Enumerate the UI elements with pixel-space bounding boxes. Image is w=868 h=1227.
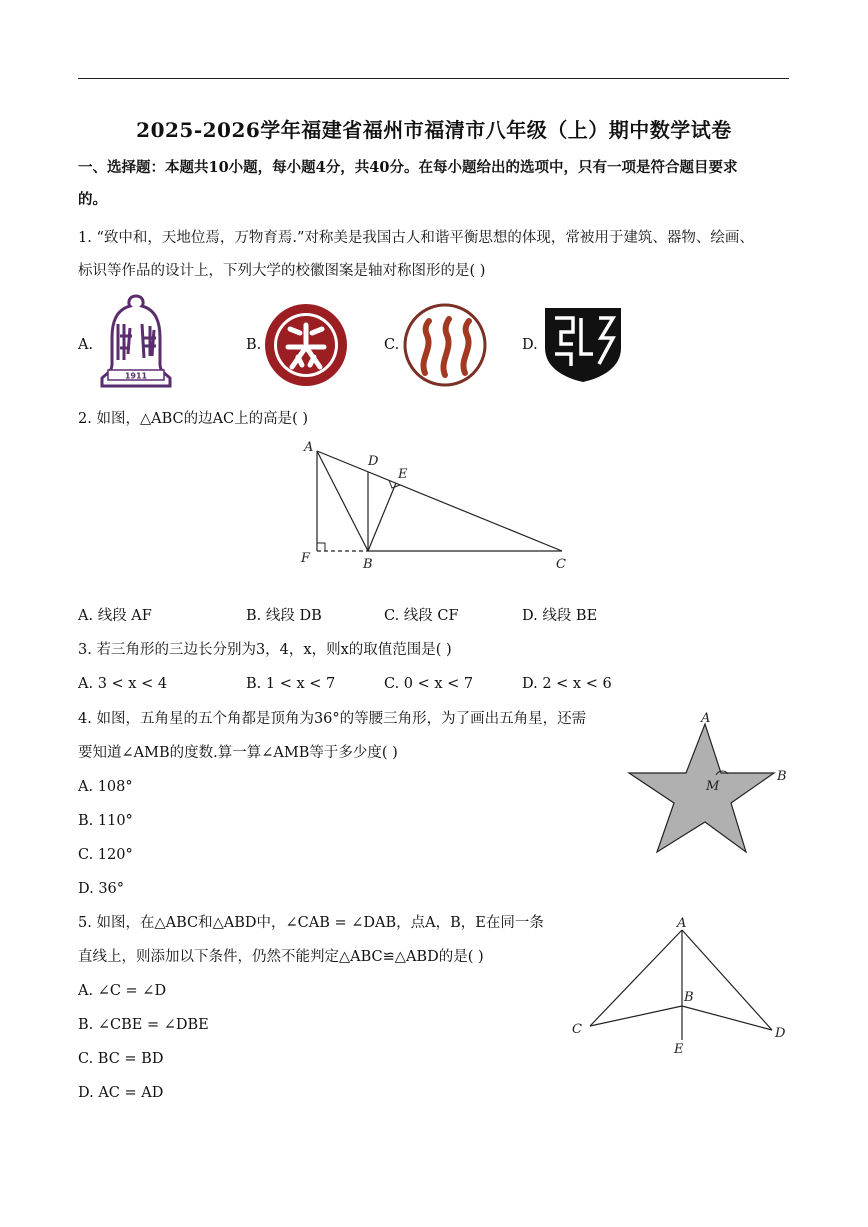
q2-option-a: A. 线段 AF xyxy=(78,608,152,624)
q5-label-c: C xyxy=(572,1022,582,1037)
q5-option-c: C. BC = BD xyxy=(78,1051,164,1067)
q5-option-b: B. ∠CBE = ∠DBE xyxy=(78,1017,209,1033)
logo-a-year: 1911 xyxy=(124,371,148,381)
q4-stem-line2: 要知道∠AMB的度数.算一算∠AMB等于多少度( ) xyxy=(78,745,398,761)
q4-label-a: A xyxy=(701,711,711,726)
q2-label-f: F xyxy=(301,551,311,566)
q4-label-b: B xyxy=(777,769,787,784)
q5-option-a: A. ∠C = ∠D xyxy=(78,983,167,999)
q4-star-figure xyxy=(624,708,794,858)
q4-option-a: A. 108° xyxy=(78,779,133,795)
q3-option-c: C. 0 < x < 7 xyxy=(384,676,474,692)
header-rule xyxy=(78,78,789,79)
q5-label-d: D xyxy=(775,1026,786,1041)
q3-option-d: D. 2 < x < 6 xyxy=(522,676,612,692)
q2-label-c: C xyxy=(556,557,566,572)
section-heading-line2: 的。 xyxy=(78,191,107,208)
q5-label-e: E xyxy=(674,1042,684,1057)
q5-stem-line2: 直线上，则添加以下条件，仍然不能判定△ABC≌△ABD的是( ) xyxy=(78,949,484,965)
q3-option-a: A. 3 < x < 4 xyxy=(78,676,168,692)
tsinghua-bell-logo-icon xyxy=(100,294,172,390)
q4-stem-line1: 4. 如图，五角星的五个角都是顶角为36°的等腰三角形，为了画出五角星，还需 xyxy=(78,711,587,727)
q4-option-b: B. 110° xyxy=(78,813,133,829)
peking-circle-logo-icon xyxy=(264,303,348,387)
q5-label-a: A xyxy=(677,916,687,931)
q2-stem: 2. 如图，△ABC的边AC上的高是( ) xyxy=(78,411,309,427)
q2-triangle-figure xyxy=(300,434,580,574)
renmin-circle-logo-icon xyxy=(403,303,487,387)
q5-triangles-figure xyxy=(566,912,796,1062)
q1-option-c: C. xyxy=(384,337,400,353)
q1-option-a: A. xyxy=(78,337,94,353)
q2-option-c: C. 线段 CF xyxy=(384,608,459,624)
page-title: 2025-2026学年福建省福州市福清市八年级（上）期中数学试卷 xyxy=(136,118,732,142)
q1-stem-line1: 1. “致中和，天地位焉，万物育焉.”对称美是我国古人和谐平衡思想的体现，常被用于建筑、器物、绘画、 xyxy=(78,230,754,246)
shield-logo-icon xyxy=(541,304,625,384)
q1-stem-line2: 标识等作品的设计上，下列大学的校徽图案是轴对称图形的是( ) xyxy=(78,263,486,279)
q1-option-b: B. xyxy=(246,337,262,353)
q2-label-d: D xyxy=(368,454,379,469)
q5-label-b: B xyxy=(684,990,694,1005)
q2-label-b: B xyxy=(363,557,373,572)
q4-label-m: M xyxy=(706,779,720,794)
q5-stem-line1: 5. 如图，在△ABC和△ABD中，∠CAB = ∠DAB，点A，B，E在同一条 xyxy=(78,915,544,931)
q3-stem: 3. 若三角形的三边长分别为3，4，x，则x的取值范围是( ) xyxy=(78,642,452,658)
q2-label-a: A xyxy=(304,440,314,455)
q5-option-d: D. AC = AD xyxy=(78,1085,164,1101)
q2-option-b: B. 线段 DB xyxy=(246,608,322,624)
section-heading-line1: 一、选择题：本题共10小题，每小题4分，共40分。在每小题给出的选项中，只有一项是符合题目要求 xyxy=(78,159,738,176)
q4-option-d: D. 36° xyxy=(78,881,125,897)
q4-option-c: C. 120° xyxy=(78,847,133,863)
q3-option-b: B. 1 < x < 7 xyxy=(246,676,336,692)
q1-option-d: D. xyxy=(522,337,538,353)
q2-label-e: E xyxy=(398,467,408,482)
q2-option-d: D. 线段 BE xyxy=(522,608,598,624)
